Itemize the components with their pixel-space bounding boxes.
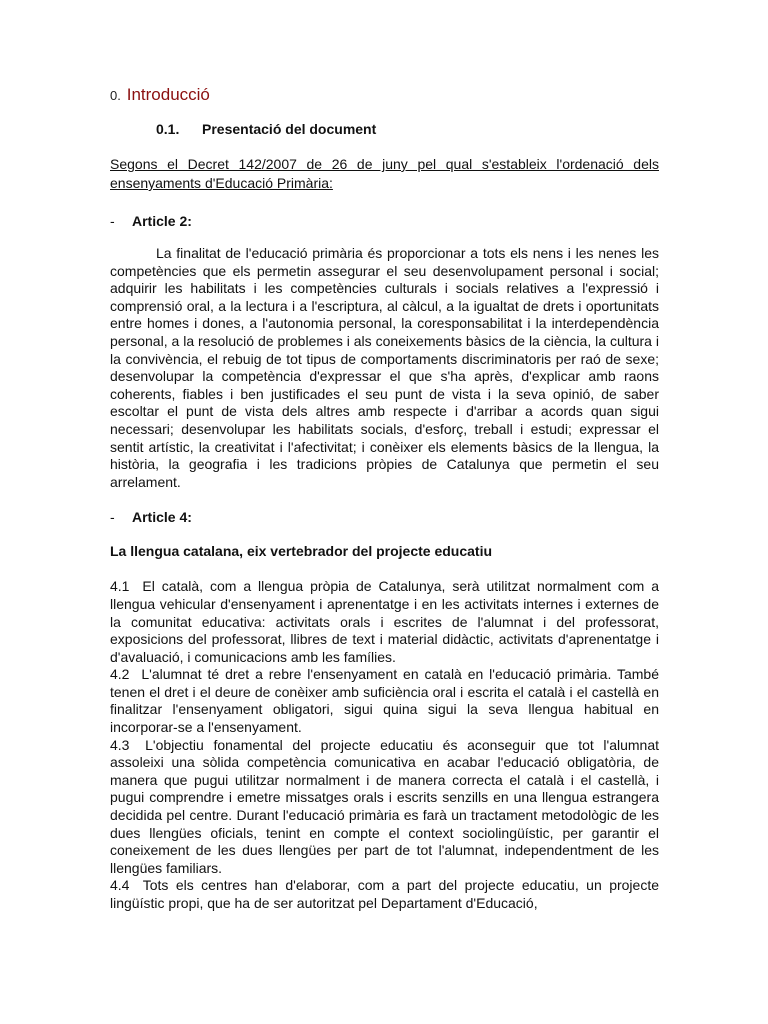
list-item [110, 578, 659, 666]
subsection-number: 0.1. [156, 121, 180, 137]
item-text: El català, com a llengua pròpia de Catalunya, serà utilitzat normalment com a llengua vehicular d'ensenyament i aprenentatge i en les activitats internes i externes de la comunitat educativa: activitats orals i escrites de l'alumnat i del professorat, exposicions del professorat, llibres de text i material didàctic, activitats d'aprenentatge i d'avaluació, i comunicacions amb les famílies. [110, 578, 660, 665]
item-number: 4.3 [110, 736, 130, 753]
article-4-heading [110, 507, 659, 527]
section-title: Introducció [126, 85, 210, 104]
article-4-label: Article 4: [132, 509, 192, 526]
article-4-dash: - [110, 509, 115, 526]
document-page [110, 84, 659, 913]
item-number: 4.1 [110, 578, 130, 595]
item-text: Tots els centres han d'elaborar, com a part del projecte educatiu, un projecte lingüístic propi, que ha de ser autoritzat pel Departament d'Educació, [110, 877, 660, 911]
section-number: 0. [110, 88, 121, 103]
list-item [110, 737, 659, 878]
article-2-body: La finalitat de l'educació primària és proporcionar a tots els nens i les nenes les competències que els permetin assegurar el seu desenvolupament personal i social; adquirir les habilitats i les competències culturals i socials relatives a l'expressió i comprensió oral, a la lectura i a l'escriptura, al càlcul, a la igualtat de drets i oportunitats entre homes i dones, a l'autonomia personal, la coresponsabilitat i la interdependència personal, a la resolució de problemes i als coneixements bàsics de la ciència, la cultura i la convivència, el rebuig de tot tipus de comportaments discriminatoris per raó de sexe; desenvolupar la competència d'expressar el que s'ha après, d'explicar amb raons coherents, fiables i ben justificades el seu punt de vista i la seva opinió, de saber escoltar el punt de vista dels altres amb respecte i d'arribar a acords quan sigui necessari; desenvolupar les habilitats socials, d'esforç, treball i estudi; expressar el sentit artístic, la creativitat i l'afectivitat; i conèixer els elements bàsics de la llengua, la història, la geografia i les tradicions pròpies de Catalunya que permetin el seu arrelament. [110, 245, 659, 490]
article-2-heading [110, 211, 659, 231]
article-2-label: Article 2: [132, 213, 192, 229]
item-number: 4.2 [110, 666, 130, 683]
spacer [110, 491, 659, 507]
article-2-dash: - [110, 213, 115, 229]
intro-paragraph: Segons el Decret 142/2007 de 26 de juny pel qual s'estableix l'ordenació dels ensenyaments d'Educació Primària: [110, 156, 659, 191]
list-item [110, 666, 659, 736]
item-text: L'alumnat té dret a rebre l'ensenyament en català en l'educació primària. També tenen el dret i el deure de conèixer amb suficiència oral i escrita el català i el castellà en finalitzar l'ensenyament obligatori, sigui quina sigui la seva llengua habitual en incorporar-se a l'ensenyament. [110, 666, 659, 736]
subsection-title: Presentació del document [202, 121, 377, 137]
subsection-heading [156, 119, 659, 139]
item-text: L'objectiu fonamental del projecte educatiu és aconseguir que tot l'alumnat assoleixi una sòlida competència comunicativa en acabar l'educació obligatòria, de manera que pugui utilitzar normalment i de manera correcta el català i el castellà, i pugui comprendre i emetre missatges orals i escrits senzills en una llengua estrangera decidida pel centre. Durant l'educació primària es farà un tractament metodològic de les dues llengües oficials, tenint en compte el context sociolingüístic, per garantir el coneixement de les dues llengües per part de tot l'alumnat, independentment de les llengües familiars. [110, 736, 660, 876]
section-heading [110, 84, 659, 107]
article-4-title: La llengua catalana, eix vertebrador del projecte educatiu [110, 543, 493, 560]
list-item [110, 877, 659, 912]
item-number: 4.4 [110, 877, 130, 894]
